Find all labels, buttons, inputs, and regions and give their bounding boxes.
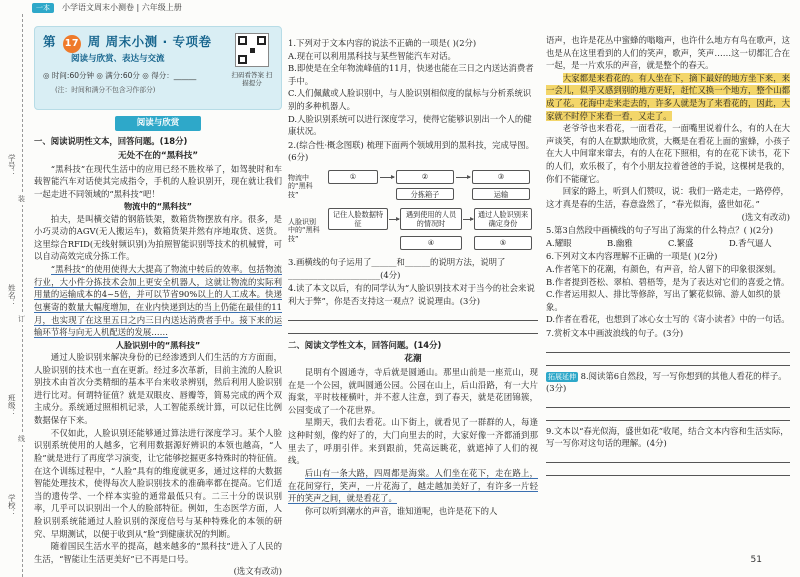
answer-line[interactable] xyxy=(288,310,538,321)
q5-option-c[interactable]: C.繁盛 xyxy=(668,237,694,248)
arrow-icon xyxy=(380,177,394,178)
underlined-sentence: 后山有一条大路，四周都是海棠。人们坐在花下，走在路上，在花间穿行，笑声，一片花海了，越走越加美好了，有许多一片轻开的笑声之间，就是看花了。 xyxy=(288,467,538,504)
concept-box-1[interactable]: ① xyxy=(328,170,378,184)
article-1-para-1: “黑科技”在现代生活中的应用已经不胜枚举了，如驾驶时和车载智能汽车对话使其完成指令，手机的人脸识别开，现在就让我们一起走进不同领域的“黑科技”吧！ xyxy=(34,163,282,199)
cut-mark-3: 线 xyxy=(18,435,25,443)
concept-box-5: 运输 xyxy=(472,188,530,200)
q1-option-b[interactable]: B.即使是在全年物流峰值的11月，快递也能在三日之内送达消费者手中。 xyxy=(288,63,534,86)
cut-line xyxy=(22,14,23,577)
article-1-para-2: 拍夫，是叫横交错的钢筋铁架，数箱货物摆放有序。很多，是小巧灵动的AGV(无人搬运车)，数箱货架并然有序地取货、送货。这里综合RFID(无线射频识别)为拍照智能识别等技术的机械臂，可以自动高效完成分拣工作。 xyxy=(34,213,282,262)
subtitle: 阅读与欣赏、表达与交流 xyxy=(71,54,165,64)
section-ribbon: 阅读与欣赏 xyxy=(115,116,201,131)
concept-map-row1-label: 物流中的“黑科技” xyxy=(288,174,313,199)
arrow-icon xyxy=(389,219,399,220)
highlighted-sentence: 大家都是来看花的。有人坐在下，摘下最好的地方坐下来，来一会儿，似乎又感到别的地方更好，赶忙又换一个地方，整个山都成了花。花海中走来走去的，许多人就是为了来看花的，因此，大家就不时停下来看一看，又走了。 xyxy=(546,72,790,121)
concept-box-8: 通过人脸识别来确定身份 xyxy=(474,208,532,230)
underlined-sentence: “黑科技”的使用使得大大提高了物流中转后的效率。包括物流行业，大小件分拣技术会加上更安全机器人，这就让物流的实际利用量的运输成本的4~5倍，并可以节省90%以上的人工成本。快递包裹寄的数量大幅度增加，在业内快递到达的当上仍能在最佳的11月，也实现了在这里五日之内三日内送达消费者手中。接下来的运输环节将与向无人机配送的发展…… xyxy=(34,264,282,338)
concept-box-4: 分拣箱子 xyxy=(396,188,454,200)
page-title xyxy=(43,33,212,53)
extension-tag: 拓展延伸 xyxy=(548,372,576,381)
column-right xyxy=(546,14,790,476)
concept-map-row2-label: 人脸识别中的“黑科技” xyxy=(288,218,320,243)
section-1-heading: 一、阅读说明性文本，回答问题。(18分) xyxy=(34,136,188,146)
concept-box-9[interactable]: ④ xyxy=(400,236,462,250)
concept-box-7: 遇到使用的人员的情况时 xyxy=(400,208,462,230)
answer-line[interactable] xyxy=(546,355,790,366)
school-label: 学校： xyxy=(7,494,17,517)
article-1-para-6: 随着国民生活水平的提高，越来越多的“黑科技”进入了人民的生活，“智能让生活更美好”已不再是口号。 xyxy=(34,541,282,564)
concept-box-2[interactable]: ② xyxy=(396,170,454,184)
book-title: 小学语文周末小测卷 | 六年级上册 xyxy=(62,3,182,12)
answer-line[interactable] xyxy=(546,410,790,421)
arrow-icon xyxy=(456,177,470,178)
exam-note: (注：时间和满分不包含习作部分) xyxy=(55,86,156,94)
answer-line[interactable] xyxy=(546,342,790,353)
question-1: 1.下列对于文本内容的说法不正确的一项是( )(2分) xyxy=(288,38,477,48)
article-2-para-3 xyxy=(288,467,538,505)
article-2-source: (选文有改动) xyxy=(741,211,790,222)
binding-margin xyxy=(0,14,30,577)
cut-mark-2: 订 xyxy=(18,315,25,323)
week-suffix: 周 周末小测 · 专项卷 xyxy=(87,34,212,49)
qr-code-icon[interactable] xyxy=(235,33,269,67)
column-left xyxy=(34,14,282,577)
question-4: 4.读了本文以后，有的同学认为“人脸识别技术对于当今的社会来说利大于弊”，你是否支持这一观点？说说理由。(3分) xyxy=(288,283,535,306)
article-1-source: (选文有改动) xyxy=(233,566,282,577)
question-5: 5.第3自然段中画横线的句子写出了海棠的什么特点？( )(2分) xyxy=(546,225,774,236)
article-2-para-1: 昆明有个圆通寺，寺后就是圆通山。那里山前是一座荒山，现在是一个公园，就叫圆通公园。公园在山上，后山沿路，有一大片海棠，平时枝桠横叶，并不惹人注意，到了春天，就是花团锦簇，公园变成了一个花世界。 xyxy=(288,367,538,415)
week-number: 17 xyxy=(63,35,81,53)
question-3: 3.画横线的句子运用了______和______的说明方法，说明了______________________(4分) xyxy=(288,257,506,280)
name-label: 姓名： xyxy=(7,284,17,307)
q6-option-d[interactable]: D.作者在看花，也想到了冰心女士写的《寄小读者》中的一句话。 xyxy=(546,314,790,325)
q5-options xyxy=(546,237,790,250)
question-7: 7.赏析文本中画波浪线的句子。(3分) xyxy=(546,328,684,339)
student-id-label: 学号： xyxy=(7,154,17,177)
answer-line[interactable] xyxy=(546,465,790,476)
concept-box-6: 记住人脸数据特征 xyxy=(328,208,388,230)
answer-line[interactable] xyxy=(546,452,790,463)
article-2-para-6 xyxy=(546,72,790,122)
question-9: 9.文本以“春光似海，盛世如花”收尾，结合文本内容和生活实际，写一写你对这句话的理解。(4分) xyxy=(546,425,789,449)
q5-option-b[interactable]: B.幽雅 xyxy=(607,237,633,248)
article-2-para-4: 你可以听到潮水的声音，谁知道呢，也许是花下的人 xyxy=(304,505,498,516)
article-1-title: 无处不在的“黑科技” xyxy=(117,150,199,161)
article-1-subheading-1: 物流中的“黑科技” xyxy=(123,201,193,212)
header-box xyxy=(34,26,282,110)
week-prefix: 第 xyxy=(43,34,57,49)
answer-line[interactable] xyxy=(546,397,790,408)
answer-line[interactable] xyxy=(288,323,538,334)
question-8 xyxy=(546,370,790,395)
column-middle xyxy=(288,14,538,517)
q6-option-c[interactable]: C.作者运用拟人、排比等修辞，写出了繁花似锦、游人如织的景象。 xyxy=(546,289,781,312)
q5-option-a[interactable]: A.耀眼 xyxy=(546,237,572,248)
top-strip xyxy=(0,0,800,14)
exam-meta: ◎ 时间:60分钟 ◎ 满分:60分 ◎ 得分：______ xyxy=(43,71,197,80)
article-1-para-5: 不仅如此，人脸识别还能够通过算法进行深度学习。某个人脸识别系统使用的人越多，它利用数据源好辨识的本领也越高，“人脸”就是进行了再度学习演变，让它能够挖掘更多特殊时的特征值。在这个训练过程中，“人脸”具有的维度就更多，通过这样的大数据智能处理技术，使得每次人脸识别技术的准确率都在提高。它们适当的遗传学、一个样本实验的通常最低只有。二三十分的误识别率，几乎可以识别出一个人的脸部特征。例如，生态医学方面，人脸识别系统能通过人脸识别的深度信号与某种特殊化的本领的研究、早期测试，以便于收到从“脸”到健康状况的判断。 xyxy=(34,427,282,539)
question-8-text: 8.阅读第6自然段，写一写你想到的其他人看花的样子。(3分) xyxy=(546,370,787,394)
q1-option-a[interactable]: A.现在可以利用黑科技与某些智能汽车对话。 xyxy=(288,50,456,61)
concept-box-10[interactable]: ⑤ xyxy=(474,236,532,250)
q5-option-d[interactable]: D.香气逼人 xyxy=(729,237,772,248)
article-1-para-4: 通过人脸识别来解决身份的已经渗透到人们生活的方方面面，人脸识别的技术也一直在更新。经过多次革新，目前主流的人脸识别技术由首次分类精细的基本平台来收录辨别，然后利用人脸识别进行比对。何谓特征值？就是双眼皮、唇瓣等，简易完成的两个双主成分。系统通过照相机记录，人工智能系统计算，可以记住比例数据保存下来。 xyxy=(34,352,282,426)
question-6: 6.下列对文本内容理解不正确的一项是( )(2分) xyxy=(546,251,718,262)
qr-caption: 扫码看答案 扫描提分 xyxy=(231,71,273,88)
arrow-icon xyxy=(463,219,473,220)
concept-map xyxy=(288,166,538,254)
article-1-subheading-2: 人脸识别中的“黑科技” xyxy=(115,339,201,350)
section-2-heading: 二、阅读文学性文本，回答问题。(14分) xyxy=(288,339,442,350)
question-2: 2.(综合性·概念图联) 梳理下面两个领域用到的黑科技，完成导图。(6分) xyxy=(288,139,534,163)
class-label: 班级： xyxy=(7,394,17,417)
q1-option-c[interactable]: C.人们佩戴或人脸识别中，与人脸识别相似度的鼠标与分析系统识别的多种机器人。 xyxy=(288,88,532,112)
concept-box-3[interactable]: ③ xyxy=(472,170,530,184)
article-2-para-5: 语声，也许是花丛中蜜蜂的嗡嗡声，也许什么地方有鸟在歌声，这也是从在这里看到的人们的笑声，歌声，笑声……这一切都汇合在一起，是一片欢乐的声音，就是整个的春天。 xyxy=(546,35,790,71)
article-2-title: 花潮 xyxy=(404,354,422,365)
series-badge: 一本 xyxy=(32,3,54,13)
article-2-para-7: 老爷爷也来看花，一面看花，一面嘴里说着什么，有的人在大声谈笑，有的人在默默地欣赏，大概是在看花上面的蜜蜂，小孩子在大人中间窜来窜去，有的人在花下照相，有的在花下读书，花下的人们，欢乐极了，有个小朋友拉着爸爸的手说，这棵树是我的，你们不能碰它。 xyxy=(546,123,790,184)
q6-option-b[interactable]: B.作者提到苍松、翠柏、碧梧等，是为了表达对它们的喜爱之情。 xyxy=(546,276,790,287)
article-2-para-9: 这才真是春的生活，春意盎然了，“春光似海，盛世如花。” xyxy=(546,198,760,209)
q1-option-d[interactable]: D.人脸识别系统可以进行深度学习，使得它能够识别出一个人的健康状况。 xyxy=(288,113,532,137)
article-1-para-3 xyxy=(34,263,282,339)
page-number: 51 xyxy=(750,554,762,565)
article-2-para-2: 星期天，我们去看花。山下街上，就看见了一群群的人，每逢这种时刻，像约好了的，大门向里去的时，大家好像一齐都涌到那里去了，呼朋引伴。来到跟前，凭高远眺花，就遮掉了人们的视线。 xyxy=(288,417,538,466)
cut-mark-1: 装 xyxy=(18,195,25,203)
article-2-para-8: 回家的路上，听到人们赞叹，说：我们一路走走，一路停停， xyxy=(562,186,789,197)
q6-option-a[interactable]: A.作者笔下的花潮，有颜色，有声音，给人留下的印象很深刻。 xyxy=(546,263,781,274)
